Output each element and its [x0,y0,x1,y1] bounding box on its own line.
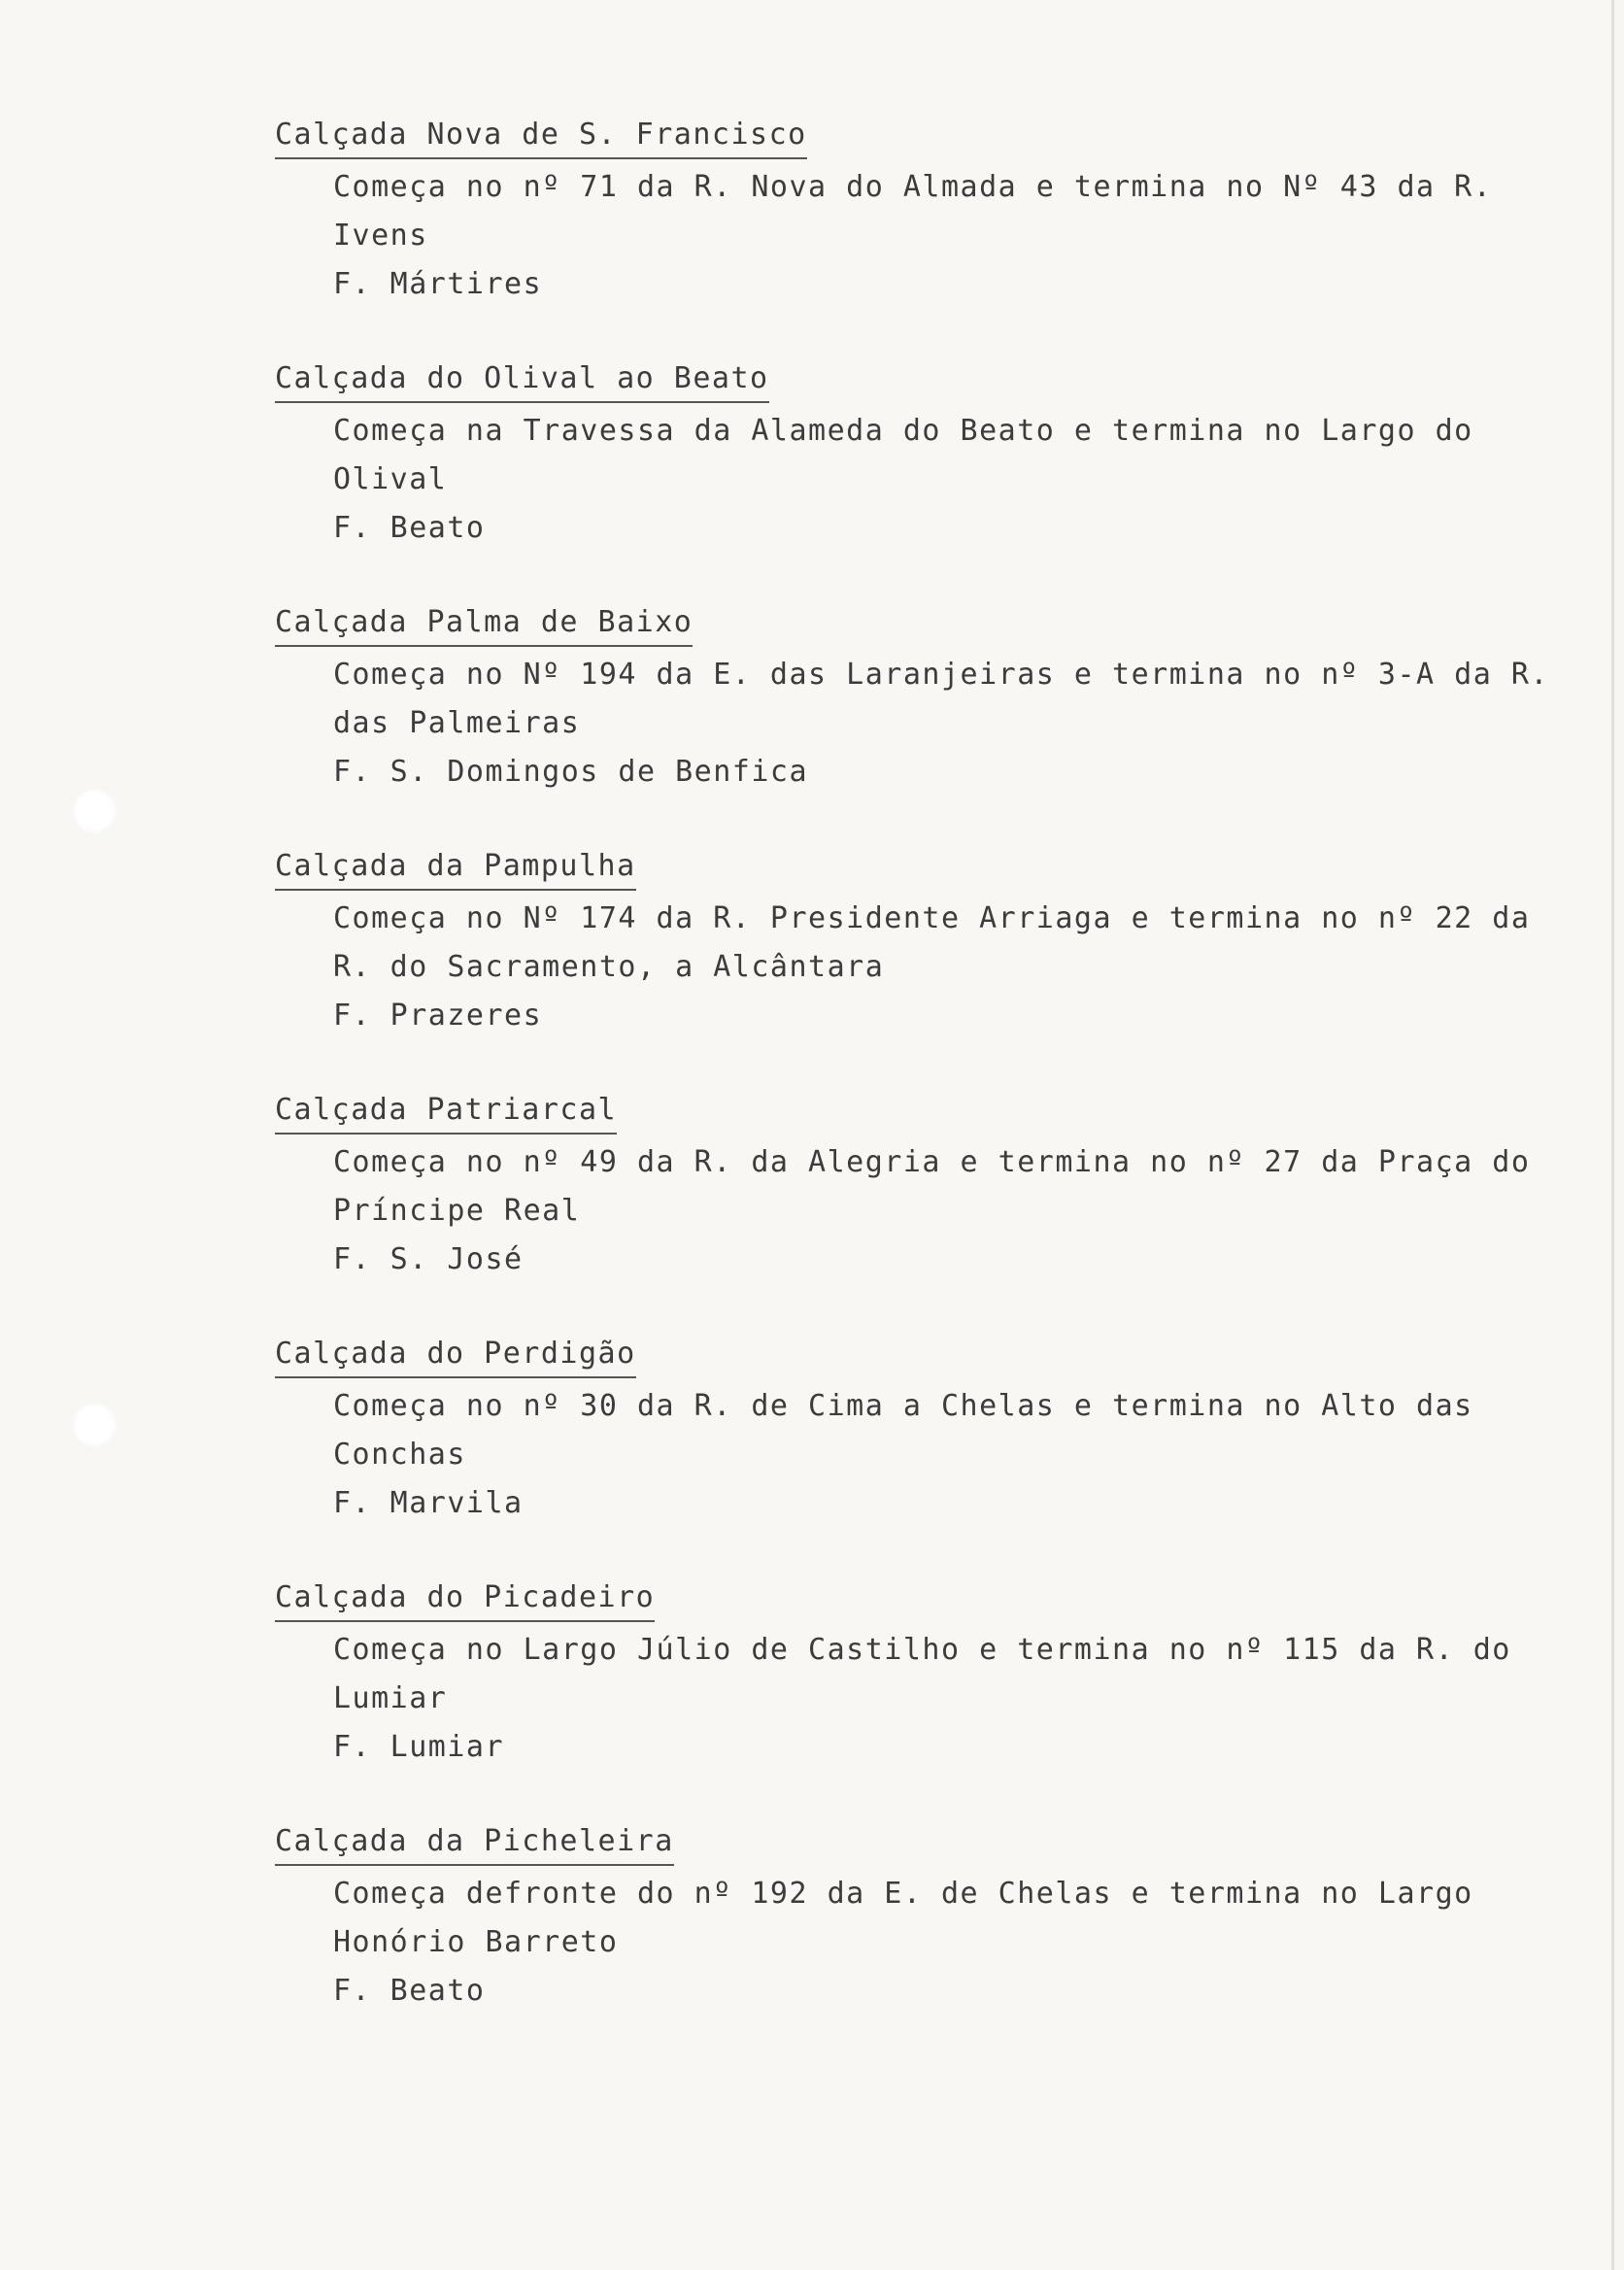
street-name: Calçada da Picheleira [275,1820,674,1866]
street-description: Começa no Nº 194 da E. das Laranjeiras e termina no nº 3-A da R. das Palmeiras [333,658,1549,740]
street-freguesia: F. Prazeres [333,999,543,1033]
street-name: Calçada do Picadeiro [275,1576,655,1622]
street-entry [275,114,1557,309]
street-name: Calçada da Pampulha [275,845,636,891]
street-name: Calçada Palma de Baixo [275,601,693,647]
street-name: Calçada Nova de S. Francisco [275,114,807,159]
street-entry [275,1820,1557,2016]
street-entry [275,601,1557,796]
punch-hole [72,1403,117,1447]
street-entry [275,845,1557,1040]
street-entry [275,1089,1557,1284]
street-freguesia: F. Beato [333,511,486,545]
street-entry [275,1576,1557,1772]
street-description: Começa na Travessa da Alameda do Beato e termina no Largo do Olival [333,414,1473,496]
punch-hole [72,789,117,833]
street-description: Começa defronte do nº 192 da E. de Chelas e termina no Largo Honório Barreto [333,1877,1473,1959]
street-description: Começa no nº 30 da R. de Cima a Chelas e termina no Alto das Conchas [333,1389,1473,1472]
street-description: Começa no nº 49 da R. da Alegria e termina no nº 27 da Praça do Príncipe Real [333,1145,1531,1228]
street-freguesia: F. Beato [333,1974,486,2008]
street-freguesia: F. Marvila [333,1486,524,1520]
street-freguesia: F. Lumiar [333,1730,505,1764]
street-freguesia: F. Mártires [333,267,543,301]
street-entry [275,357,1557,553]
street-name: Calçada Patriarcal [275,1089,617,1135]
street-description: Começa no Nº 174 da R. Presidente Arriaga e termina no nº 22 da R. do Sacramento, a Alcântara [333,901,1531,984]
street-name: Calçada do Perdigão [275,1333,636,1378]
street-freguesia: F. S. José [333,1242,524,1276]
street-description: Começa no nº 71 da R. Nova do Almada e termina no Nº 43 da R. Ivens [333,170,1493,253]
street-freguesia: F. S. Domingos de Benfica [333,755,809,789]
street-description: Começa no Largo Júlio de Castilho e termina no nº 115 da R. do Lumiar [333,1633,1511,1715]
street-entry [275,1333,1557,1528]
street-name: Calçada do Olival ao Beato [275,357,769,403]
